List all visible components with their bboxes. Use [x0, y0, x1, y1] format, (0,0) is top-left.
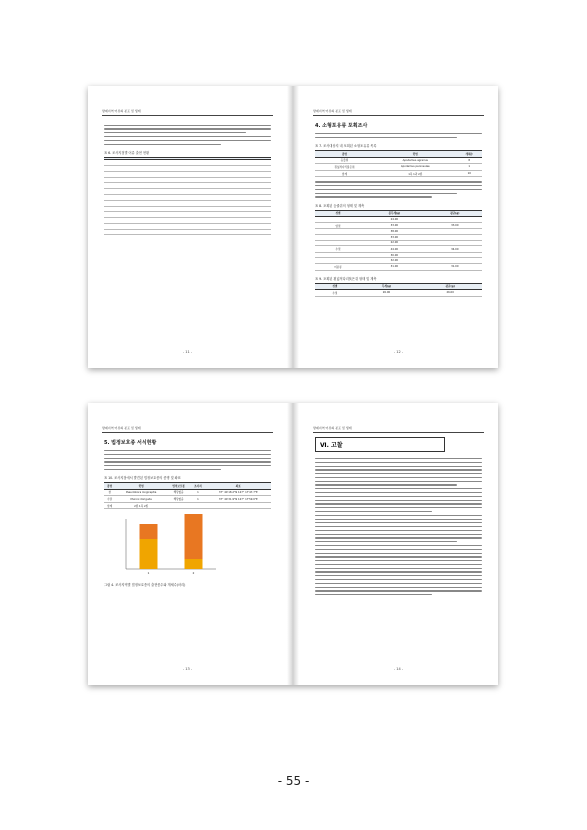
- table-row: [104, 502, 271, 509]
- table-cell: 1: [456, 164, 482, 171]
- table-cell: 해당없음: [167, 489, 190, 496]
- column-header: 조사지: [190, 483, 205, 490]
- running-header: 방제지역 어류의 분포 및 생태: [313, 109, 484, 116]
- spread-top: [88, 86, 498, 368]
- column-header: 학명: [115, 483, 167, 490]
- table-caption: 표 8. 포획된 등줄쥐의 형태 및 계측: [315, 203, 365, 208]
- running-header: 방제지역 어류의 분포 및 생태: [313, 426, 484, 433]
- table-cell: 37° 44'31.9"N 127° 17'59.0"E: [206, 496, 271, 503]
- table-cell: 참: [104, 489, 115, 496]
- table-cell: Apodemus agrarius: [374, 157, 456, 164]
- table-cell: 38.00: [361, 229, 427, 235]
- table-cell: 37° 44'18.2"N 127° 17'47.7"E: [206, 489, 271, 496]
- table-cell: [167, 502, 190, 509]
- chart-bar: [185, 559, 203, 569]
- table-cell: 합계: [315, 170, 374, 177]
- table-cell: 등줄쥐: [315, 157, 374, 164]
- table-caption: 표 9. 포획된 흰넓적다리붉은쥐 형태 및 계측: [315, 276, 377, 281]
- table-cell: 암컷: [315, 222, 361, 229]
- column-header: 성별: [315, 283, 355, 290]
- table-cell: 1: [190, 496, 205, 503]
- table-cell: 32.00: [361, 258, 427, 264]
- table-row: [104, 229, 271, 235]
- document-page-number: - 55 -: [277, 774, 310, 788]
- mammal-list-table: [315, 150, 482, 177]
- paragraph: [315, 458, 482, 595]
- table-cell: 수컷: [315, 290, 355, 297]
- column-header: 평균(g): [418, 283, 482, 290]
- chart-bar: [185, 514, 203, 559]
- column-header: 개체수: [456, 150, 482, 157]
- page-12: [299, 86, 498, 368]
- column-header: 좌표: [206, 483, 271, 490]
- table-row: [315, 170, 482, 177]
- column-header: 평균(g): [428, 210, 482, 217]
- table-cell: 26.00: [355, 290, 419, 297]
- table-cell: [206, 502, 271, 509]
- column-header: 무게(g): [355, 283, 419, 290]
- table-cell: Muroni doriguda: [115, 496, 167, 503]
- table-cell: 44.00: [361, 246, 427, 253]
- species-bar-chart: [112, 513, 224, 577]
- table-cell: 34.00: [428, 246, 482, 253]
- chart-tick-label: 2: [192, 571, 195, 576]
- column-header: 성별: [315, 210, 361, 217]
- table-cell: 1목 1과 2종: [374, 170, 456, 177]
- section-heading: 5. 법정보호종 서식현황: [104, 440, 157, 446]
- table-cell: 31.00: [361, 264, 427, 271]
- table-cell: 33.00: [428, 222, 482, 229]
- chart-svg: [112, 513, 224, 577]
- table-cell: 30.00: [361, 252, 427, 258]
- column-header: 학명: [374, 150, 456, 157]
- column-header: 법적보호종: [167, 483, 190, 490]
- column-header: 종명: [104, 483, 115, 490]
- table-caption: 표 10. 조사지점에서 발견된 법정보호종의 종명 및 좌표: [104, 476, 181, 481]
- paragraph: [315, 181, 482, 197]
- paragraph: [104, 450, 271, 470]
- table-cell: 수달: [104, 496, 115, 503]
- page-14: [299, 403, 498, 685]
- table-row: [104, 496, 271, 503]
- table-cell: 33.00: [361, 222, 427, 229]
- paragraph: [104, 125, 271, 145]
- table-row: [315, 157, 482, 164]
- running-header: 방제지역 어류의 분포 및 생태: [102, 109, 273, 116]
- table-caption: 표 7. 조사대상지 내 포획된 소형포유류 목록: [315, 143, 377, 148]
- gutter: [287, 403, 299, 685]
- table-cell: 흰넓적다리붉은쥐: [315, 164, 374, 171]
- page-number: - 14 -: [393, 667, 404, 671]
- running-header: 방제지역 어류의 분포 및 생태: [102, 426, 273, 433]
- chart-bar: [140, 524, 158, 539]
- table-cell: 1: [190, 489, 205, 496]
- figure-caption: 그림 4. 조사지역별 법정보호종의 출현종수와 개체수(마리): [104, 583, 186, 588]
- table-cell: [190, 502, 205, 509]
- protected-species-table: [104, 482, 271, 509]
- page-11: [88, 86, 287, 368]
- table-cell: 31.00: [428, 264, 482, 271]
- table-row: [104, 489, 271, 496]
- table-cell: Pseudobora longiceptia: [115, 489, 167, 496]
- page-number: - 13 -: [182, 667, 193, 671]
- rat-measure-table: [315, 283, 482, 297]
- mouse-measure-table: [315, 210, 482, 271]
- gutter: [287, 86, 299, 368]
- page-number: - 12 -: [393, 350, 404, 354]
- table-cell: 2종 1목 2종: [115, 502, 167, 509]
- table-cell: 해당없음: [167, 496, 190, 503]
- column-header: 몸무게(g): [361, 210, 427, 217]
- page-13: [88, 403, 287, 685]
- table-row: [315, 290, 482, 297]
- table-cell: 합계: [104, 502, 115, 509]
- table-cell: 수컷: [315, 246, 361, 253]
- spread-bottom: [88, 403, 498, 685]
- table-cell: 8: [456, 157, 482, 164]
- table-cell: 22.00: [361, 240, 427, 246]
- page-number: - 11 -: [182, 350, 193, 354]
- table-row: [315, 222, 482, 229]
- table-row: [315, 246, 482, 253]
- table-cell: 미분류: [315, 264, 361, 271]
- table-caption: 표 6. 조사지점별 어류 출현 현황: [104, 150, 150, 155]
- chart-bar: [140, 539, 158, 569]
- table-cell: Apodemus peninsulae: [374, 164, 456, 171]
- table-cell: 10: [456, 170, 482, 177]
- fish-table: [104, 157, 271, 236]
- chart-tick-label: 1: [147, 571, 150, 576]
- column-header: 종명: [315, 150, 374, 157]
- table-cell: 24.00: [361, 217, 427, 223]
- table-row: [315, 264, 482, 271]
- chapter-title: Ⅵ. 고찰: [315, 437, 445, 452]
- paragraph: [315, 133, 482, 138]
- table-row: [315, 164, 482, 171]
- section-heading: 4. 소형포유류 포획조사: [315, 123, 368, 129]
- table-cell: 33.00: [361, 235, 427, 241]
- table-cell: 26.00: [418, 290, 482, 297]
